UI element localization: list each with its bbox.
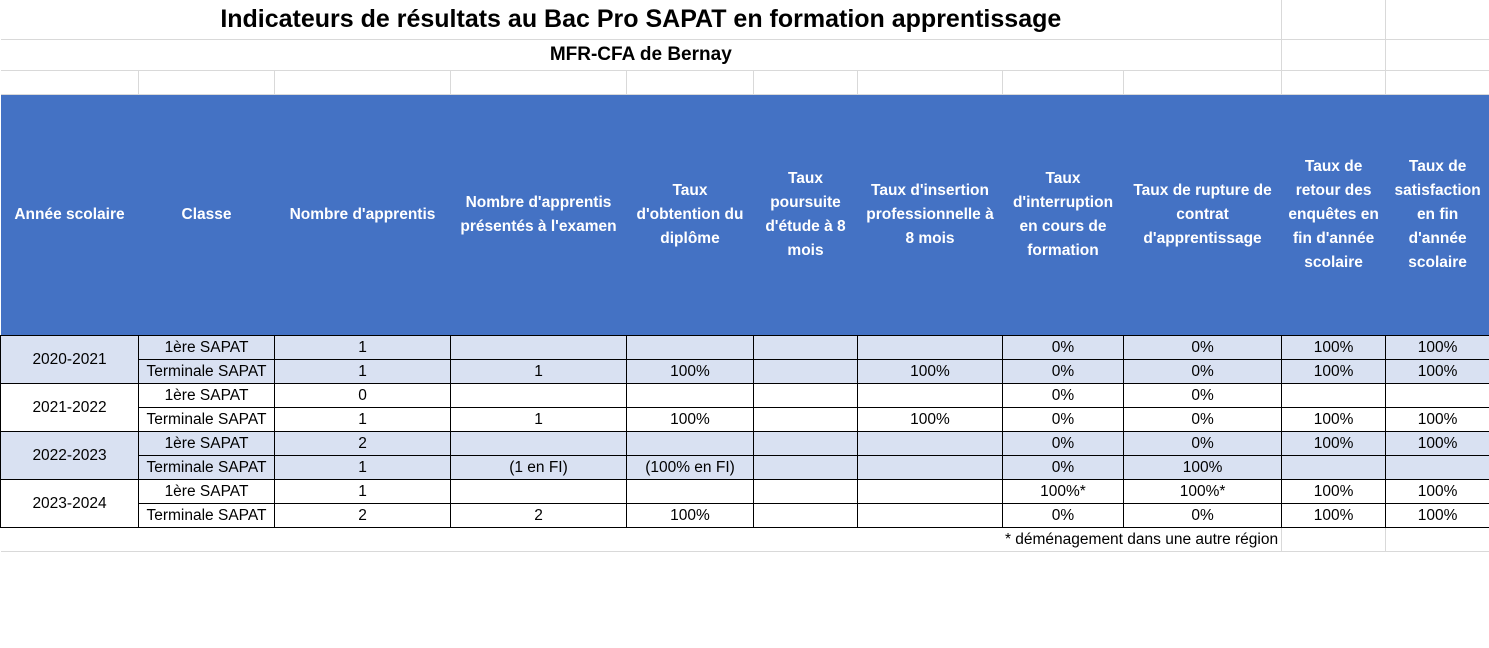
sheet-cell[interactable]	[1282, 528, 1386, 552]
sheet-cell[interactable]	[1124, 71, 1282, 95]
cell-taux-insertion[interactable]	[858, 384, 1003, 408]
cell-taux-insertion[interactable]	[858, 336, 1003, 360]
cell-taux-poursuite[interactable]	[754, 456, 858, 480]
cell-taux-poursuite[interactable]	[754, 504, 858, 528]
cell-taux-interruption[interactable]: 0%	[1003, 504, 1124, 528]
header-taux-rupture[interactable]: Taux de rupture de contrat d'apprentissage	[1124, 95, 1282, 336]
cell-classe[interactable]: 1ère SAPAT	[139, 336, 275, 360]
cell-taux-retour[interactable]: 100%	[1282, 408, 1386, 432]
cell-nombre-apprentis[interactable]: 2	[275, 504, 451, 528]
header-taux-insertion[interactable]: Taux d'insertion professionnelle à 8 mois	[858, 95, 1003, 336]
cell-taux-interruption[interactable]: 0%	[1003, 456, 1124, 480]
header-nombre-apprentis[interactable]: Nombre d'apprentis	[275, 95, 451, 336]
cell-taux-poursuite[interactable]	[754, 336, 858, 360]
table-row	[1, 360, 1489, 384]
sheet-subtitle[interactable]: MFR-CFA de Bernay	[1, 40, 1282, 71]
cell-nombre-apprentis[interactable]: 1	[275, 480, 451, 504]
sheet-cell[interactable]	[275, 71, 451, 95]
table-body	[1, 336, 1489, 528]
cell-nombre-presentes[interactable]: 1	[451, 360, 627, 384]
header-taux-poursuite[interactable]: Taux poursuite d'étude à 8 mois	[754, 95, 858, 336]
cell-taux-satisfaction[interactable]: 100%	[1386, 360, 1489, 384]
cell-taux-satisfaction[interactable]	[1386, 384, 1489, 408]
table-row	[1, 480, 1489, 504]
sheet-cell[interactable]	[1282, 0, 1386, 40]
sheet-cell[interactable]	[1386, 528, 1489, 552]
cell-classe[interactable]: 1ère SAPAT	[139, 432, 275, 456]
cell-nombre-presentes[interactable]	[451, 480, 627, 504]
cell-nombre-presentes[interactable]: 2	[451, 504, 627, 528]
cell-taux-rupture[interactable]: 0%	[1124, 432, 1282, 456]
cell-taux-interruption[interactable]: 0%	[1003, 360, 1124, 384]
cell-taux-obtention[interactable]: 100%	[627, 408, 754, 432]
cell-taux-insertion[interactable]	[858, 504, 1003, 528]
cell-classe[interactable]: Terminale SAPAT	[139, 504, 275, 528]
cell-taux-poursuite[interactable]	[754, 384, 858, 408]
cell-taux-interruption[interactable]: 0%	[1003, 384, 1124, 408]
cell-taux-satisfaction[interactable]	[1386, 456, 1489, 480]
cell-taux-satisfaction[interactable]: 100%	[1386, 336, 1489, 360]
cell-annee-scolaire[interactable]: 2020-2021	[1, 336, 139, 384]
cell-taux-obtention[interactable]	[627, 432, 754, 456]
header-classe[interactable]: Classe	[139, 95, 275, 336]
cell-taux-poursuite[interactable]	[754, 432, 858, 456]
sheet-cell[interactable]	[1003, 71, 1124, 95]
cell-nombre-apprentis[interactable]: 1	[275, 336, 451, 360]
sheet-cell[interactable]	[754, 71, 858, 95]
header-taux-obtention[interactable]: Taux d'obtention du diplôme	[627, 95, 754, 336]
sheet-cell[interactable]	[1386, 71, 1489, 95]
cell-taux-interruption[interactable]: 0%	[1003, 408, 1124, 432]
cell-taux-poursuite[interactable]	[754, 480, 858, 504]
cell-classe[interactable]: 1ère SAPAT	[139, 480, 275, 504]
cell-taux-rupture[interactable]: 100%*	[1124, 480, 1282, 504]
cell-taux-obtention[interactable]	[627, 336, 754, 360]
footnote[interactable]: * déménagement dans une autre région	[1, 528, 1282, 552]
header-row	[1, 95, 1489, 336]
cell-annee-scolaire[interactable]: 2021-2022	[1, 384, 139, 432]
cell-taux-poursuite[interactable]	[754, 408, 858, 432]
sheet-cell[interactable]	[858, 71, 1003, 95]
cell-annee-scolaire[interactable]: 2022-2023	[1, 432, 139, 480]
cell-nombre-presentes[interactable]: (1 en FI)	[451, 456, 627, 480]
cell-taux-satisfaction[interactable]: 100%	[1386, 480, 1489, 504]
header-taux-interruption[interactable]: Taux d'interruption en cours de formation	[1003, 95, 1124, 336]
sheet-cell[interactable]	[1282, 40, 1386, 71]
cell-taux-insertion[interactable]: 100%	[858, 360, 1003, 384]
table-row	[1, 456, 1489, 480]
cell-taux-retour[interactable]	[1282, 456, 1386, 480]
cell-taux-rupture[interactable]: 100%	[1124, 456, 1282, 480]
cell-taux-rupture[interactable]: 0%	[1124, 336, 1282, 360]
cell-nombre-presentes[interactable]	[451, 432, 627, 456]
cell-taux-insertion[interactable]	[858, 456, 1003, 480]
cell-taux-retour[interactable]: 100%	[1282, 360, 1386, 384]
cell-taux-insertion[interactable]	[858, 480, 1003, 504]
cell-taux-retour[interactable]: 100%	[1282, 480, 1386, 504]
header-annee-scolaire[interactable]: Année scolaire	[1, 95, 139, 336]
sheet-cell[interactable]	[451, 71, 627, 95]
cell-taux-rupture[interactable]: 0%	[1124, 504, 1282, 528]
cell-taux-retour[interactable]	[1282, 384, 1386, 408]
blank-row	[1, 71, 1489, 95]
cell-classe[interactable]: Terminale SAPAT	[139, 456, 275, 480]
cell-nombre-apprentis[interactable]: 1	[275, 408, 451, 432]
table-row	[1, 384, 1489, 408]
cell-taux-obtention[interactable]: 100%	[627, 504, 754, 528]
cell-taux-interruption[interactable]: 100%*	[1003, 480, 1124, 504]
cell-taux-interruption[interactable]: 0%	[1003, 336, 1124, 360]
cell-taux-insertion[interactable]	[858, 432, 1003, 456]
cell-classe[interactable]: 1ère SAPAT	[139, 384, 275, 408]
table-row	[1, 432, 1489, 456]
cell-taux-retour[interactable]: 100%	[1282, 504, 1386, 528]
cell-taux-interruption[interactable]: 0%	[1003, 432, 1124, 456]
sheet-cell[interactable]	[139, 71, 275, 95]
subtitle-row	[1, 40, 1489, 71]
sheet-cell[interactable]	[1, 71, 139, 95]
cell-taux-rupture[interactable]: 0%	[1124, 408, 1282, 432]
cell-taux-satisfaction[interactable]: 100%	[1386, 504, 1489, 528]
footnote-row	[1, 528, 1489, 552]
cell-taux-insertion[interactable]: 100%	[858, 408, 1003, 432]
cell-nombre-apprentis[interactable]: 1	[275, 360, 451, 384]
cell-nombre-presentes[interactable]: 1	[451, 408, 627, 432]
cell-taux-obtention[interactable]: (100% en FI)	[627, 456, 754, 480]
sheet-title[interactable]: Indicateurs de résultats au Bac Pro SAPAT en formation apprentissage	[1, 0, 1282, 40]
cell-taux-retour[interactable]: 100%	[1282, 336, 1386, 360]
cell-taux-satisfaction[interactable]: 100%	[1386, 432, 1489, 456]
sheet-cell[interactable]	[1282, 71, 1386, 95]
header-taux-retour[interactable]: Taux de retour des enquêtes en fin d'année scolaire	[1282, 95, 1386, 336]
cell-classe[interactable]: Terminale SAPAT	[139, 408, 275, 432]
cell-taux-obtention[interactable]	[627, 384, 754, 408]
cell-taux-rupture[interactable]: 0%	[1124, 384, 1282, 408]
header-taux-satisfaction[interactable]: Taux de satisfaction en fin d'année scolaire	[1386, 95, 1489, 336]
cell-taux-poursuite[interactable]	[754, 360, 858, 384]
cell-taux-obtention[interactable]: 100%	[627, 360, 754, 384]
table-row	[1, 336, 1489, 360]
table-row	[1, 504, 1489, 528]
cell-annee-scolaire[interactable]: 2023-2024	[1, 480, 139, 528]
sheet-cell[interactable]	[1386, 40, 1489, 71]
cell-classe[interactable]: Terminale SAPAT	[139, 360, 275, 384]
cell-taux-retour[interactable]: 100%	[1282, 432, 1386, 456]
cell-taux-satisfaction[interactable]: 100%	[1386, 408, 1489, 432]
title-row	[1, 0, 1489, 40]
cell-taux-obtention[interactable]	[627, 480, 754, 504]
sheet-cell[interactable]	[1386, 0, 1489, 40]
sheet-cell[interactable]	[627, 71, 754, 95]
cell-nombre-presentes[interactable]	[451, 384, 627, 408]
cell-nombre-apprentis[interactable]: 1	[275, 456, 451, 480]
cell-nombre-apprentis[interactable]: 0	[275, 384, 451, 408]
cell-nombre-presentes[interactable]	[451, 336, 627, 360]
table-row	[1, 408, 1489, 432]
cell-taux-rupture[interactable]: 0%	[1124, 360, 1282, 384]
cell-nombre-apprentis[interactable]: 2	[275, 432, 451, 456]
header-nombre-presentes[interactable]: Nombre d'apprentis présentés à l'examen	[451, 95, 627, 336]
